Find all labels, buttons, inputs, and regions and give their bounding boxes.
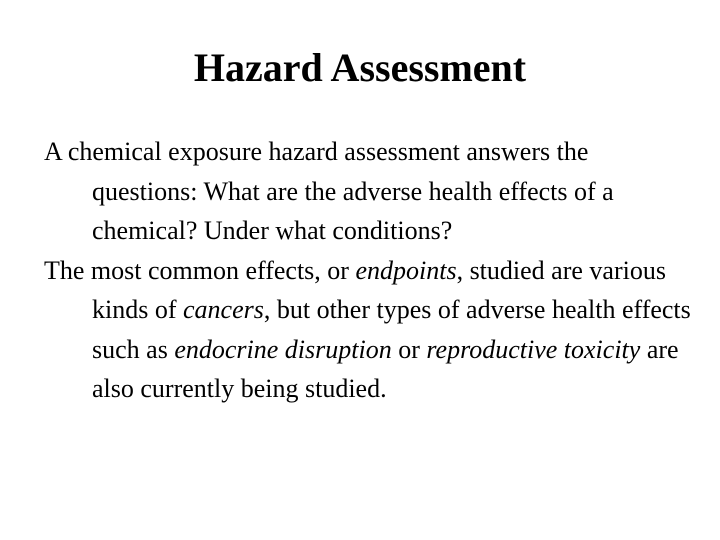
text-segment: are also currently being studied. bbox=[92, 334, 679, 403]
paragraph-common-effects bbox=[44, 251, 694, 409]
text-segment: , but other types of adverse health effects such as bbox=[92, 295, 691, 364]
term-endocrine-disruption: endocrine disruption bbox=[174, 334, 392, 364]
text-segment: , studied are various kinds of bbox=[92, 255, 666, 324]
term-reproductive-toxicity: reproductive toxicity bbox=[426, 334, 641, 364]
slide-title: Hazard Assessment bbox=[193, 45, 527, 90]
text-segment: The most common effects, or bbox=[44, 255, 356, 285]
slide-body bbox=[44, 132, 694, 409]
paragraph-hazard-questions: A chemical exposure hazard assessment answers the questions: What are the adverse health effects of a chemical? Under what conditions? bbox=[44, 137, 614, 245]
term-cancers: cancers bbox=[183, 295, 264, 324]
term-endpoints: endpoints bbox=[355, 255, 457, 285]
text-segment: or bbox=[391, 334, 427, 364]
